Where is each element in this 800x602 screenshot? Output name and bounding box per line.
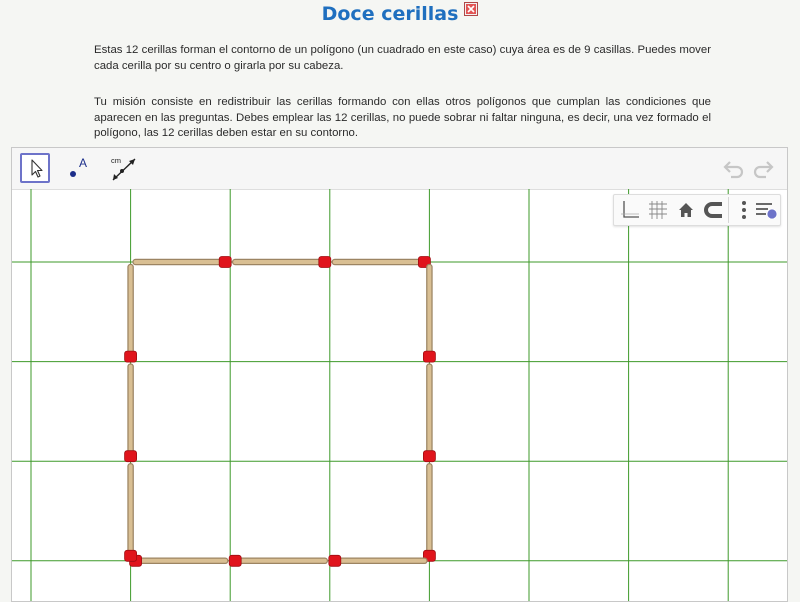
undo-icon: [721, 157, 747, 179]
home-icon: [674, 198, 698, 222]
match-stick[interactable]: [136, 257, 232, 268]
grid-toggle-button[interactable]: [646, 198, 670, 222]
grid-icon: [646, 198, 670, 222]
applet-toolbar: [12, 148, 787, 190]
svg-text:A: A: [79, 156, 88, 170]
match-head[interactable]: [319, 257, 331, 268]
home-button[interactable]: [674, 198, 698, 222]
page-title: Doce cerillas: [321, 2, 459, 25]
match-head[interactable]: [423, 451, 435, 462]
intro-paragraph: Estas 12 cerillas forman el contorno de un polígono (un cuadrado en este caso) cuya área es de 9 casillas. Puedes mover cada cerilla por su centro o girarla por su cabeza.: [94, 44, 711, 72]
style-bar-separator: [728, 197, 729, 223]
move-tool-button[interactable]: [20, 153, 50, 183]
match-stick[interactable]: [125, 367, 137, 462]
distance-tool-button[interactable]: [108, 153, 138, 183]
match-stick[interactable]: [130, 555, 226, 566]
match-stick[interactable]: [125, 466, 137, 561]
match-stick[interactable]: [229, 555, 325, 566]
distance-cm-icon: [108, 153, 138, 183]
title-row: [0, 2, 800, 28]
match-stick[interactable]: [423, 267, 435, 362]
match-head[interactable]: [219, 257, 231, 268]
axes-icon: [618, 198, 642, 222]
pointer-arrow-icon: [22, 155, 48, 181]
more-icon: [732, 198, 756, 222]
style-bar: [613, 194, 781, 226]
match-stick[interactable]: [423, 367, 435, 462]
axes-toggle-button[interactable]: [618, 198, 642, 222]
redo-icon: [750, 157, 776, 179]
redo-button[interactable]: [750, 157, 776, 179]
match-stick[interactable]: [235, 257, 331, 268]
match-stick[interactable]: [423, 466, 435, 561]
geogebra-applet[interactable]: [11, 147, 788, 602]
close-icon[interactable]: [464, 2, 478, 16]
graphics-view[interactable]: [12, 189, 788, 602]
mission-paragraph: Tu misión consiste en redistribuir las cerillas formando con ellas otros polígonos que cumplan las condiciones que aparecen en las preguntas. Debes emplear las 12 cerillas, no puede sobrar ni faltar ninguna, es decir, una vez formado el polígono, las 12 cerillas deben estar en su contorno.: [94, 96, 711, 140]
match-head[interactable]: [423, 351, 435, 362]
magnet-icon: [702, 198, 726, 222]
match-head[interactable]: [125, 451, 137, 462]
match-head[interactable]: [229, 555, 241, 566]
point-tool-button[interactable]: [64, 153, 94, 183]
match-stick[interactable]: [335, 257, 431, 268]
snap-button[interactable]: [702, 198, 726, 222]
match-head[interactable]: [125, 550, 137, 561]
svg-text:cm: cm: [111, 156, 121, 165]
match-stick[interactable]: [125, 267, 137, 362]
match-head[interactable]: [329, 555, 341, 566]
more-options-button[interactable]: [732, 198, 756, 222]
match-stick[interactable]: [329, 555, 425, 566]
undo-button[interactable]: [721, 157, 747, 179]
style-menu-icon: [754, 198, 778, 222]
style-menu-button[interactable]: [754, 198, 778, 222]
point-a-icon: [64, 153, 94, 183]
match-head[interactable]: [125, 351, 137, 362]
